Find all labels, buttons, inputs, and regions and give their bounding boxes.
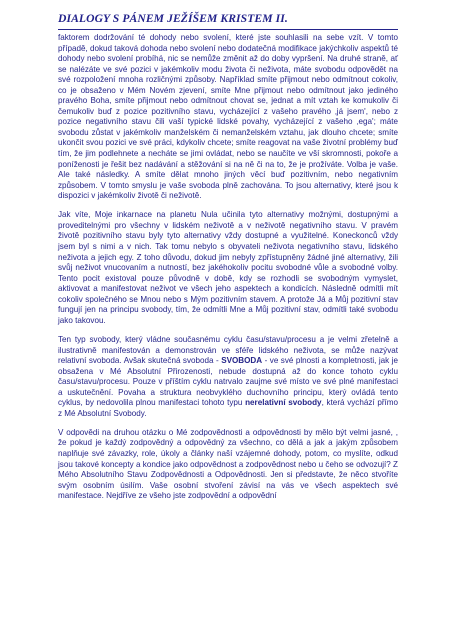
page-header-title: DIALOGY S PÁNEM JEŽÍŠEM KRISTEM II.	[58, 12, 288, 25]
nerelativni-svobody-highlight: nerelativní svobody	[245, 398, 322, 408]
paragraph-3-text-a: Ten typ svobody, který vládne současnému cyklu času/stavu/procesu a je velmi zřetelně a ilustrativně manifestován a demonstrován ve sféře lidského neživota, se může nazývat relativní svoboda. Avšak skutečná svoboda -	[58, 334, 398, 366]
paragraph-2: Jak víte, Moje inkarnace na planetu Nula učinila tyto alternativy možnými, dostupnými a proveditelnými pro všechny v lidském neživotě a v neživotě negativního stavu. V pravém životě pozitivního stavu byly tyto alternativy vždy dostupné a využitelné. Koneckonců vždy jsem byl s nimi a v nich. Tak tomu nebylo s obyvateli neživota negativního stavu, lidského neživota a jejich egy. Z toho důvodu, dokud jim nebyly zpřístupněny žádné jiné alternativy, žili svůj neživot vnucovaním a nutností, bez jakéhokoliv pocitu svobodné vůle a svobodné volby. Tento pocit existoval pouze původně v době, kdy se rozhodli se svobodným vymyslet, aktivovat a manifestovat neživot ve všech jeho aspektech a kondicích. Následně odmítli mít cokoliv společného se Mnou nebo s Mým pozitivním stavem. A protože Já a Můj pozitivní stav fungují jen na principu svobody, tím, že odmítli Mne a Můj pozitivní stav, odmítli také svobodu jako takovou.	[58, 210, 398, 325]
header-rule	[58, 29, 398, 30]
svoboda-highlight: SVOBODA	[221, 356, 263, 366]
document-body	[58, 33, 398, 510]
paragraph-3-text-b: - ve své plnosti a kompletnosti, jak je obsažena v Mé Absolutní Přirozenosti, nebude dostupná až do konce tohoto cyklu času/stavu/procesu. Pouze v příštím cyklu natrvalo zaujme své místo ve své plné manifestaci a uskutečnění. Povaha a struktura neobvyklého duchovního principu, který ovládá tento cyklus, by nedovolila plnou manifestaci tohoto typu	[58, 356, 398, 408]
paragraph-3	[58, 335, 398, 419]
paragraph-3-text-c: , která vychází přímo z Mé Absolutní Svobody.	[58, 398, 399, 418]
paragraph-1: faktorem dodržování té dohody nebo svolení, které jste souhlasili na sebe vzít. V tomto případě, dokud taková dohoda nebo svolení nebo dodatečná modifikace jakýchkoliv aspektů té dohody nebo svolení probíhá, nic se nemůže změnit až do doby vypršení. Na druhé straně, ať se nalézáte ve své pozici v jakémkoliv modu života či neživota, máte svobodu odpovědět na své rozpoložení mnoha rozličnými způsoby. Například smíte přijmout nebo odmítnout cokoliv, co je obsaženo v Mém Novém zjevení, smíte Mne přijmout nebo odmítnout jako jediného pravého Boha, smíte přijmout nebo odmítnout chovat se, jednat a mít vztah ke komukoliv či čemukoliv buď z pozice pozitivního stavu, vycházející z vašeho pravého ‚já jsem', nebo z pozice negativního stavu čili vaší typické lidské povahy, vycházející z vašeho ‚ega'; máte svobodu zůstat v jakémkoliv manželském či nemanželském vztahu, jak dlouho chcete; smíte ukončit svou pozici ve své práci, kdykoliv chcete; smíte reagovat na vaše životní problémy buď tím, že jim podlehnete a necháte se jimi ovládat, nebo se naučíte ve vší skromnosti, pokoře a poníženosti je řešit bez nadávání a stěžování si na ně či na to, že je prožíváte. Volba je vaše. Ale také následky. A smíte dělat mnoho jiných věcí buď pozitivním, nebo negativním způsobem. V tomto smyslu je vaše svoboda plně zachována. To jsou alternativy, které jsou k dispozici v jakémkoliv životě či neživotě.	[58, 33, 398, 201]
paragraph-4: V odpovědi na druhou otázku o Mé zodpovědnosti a odpovědnosti by mělo být velmi jasné, , že pokud je každý zodpovědný a odpovědný za všechno, co dělá a jak a jakým způsobem naplňuje své závazky, role, úkoly a články naší vzájemné dohody, potom, co myslíte, odkud jsou takové koncepty a kondice jako odpovědnost a zodpovědnost nebo u čeho se odvozují? Z Mého Absolutního Stavu Zodpovědnosti a Odpovědnosti. Jen si představte, že něco stvoříte svým osobním úsilím. Vaše osobní stvoření závisí na vás ve všech aspektech své manifestace. Nejdříve ze všeho jste zodpovědní a odpovědní	[58, 427, 398, 501]
